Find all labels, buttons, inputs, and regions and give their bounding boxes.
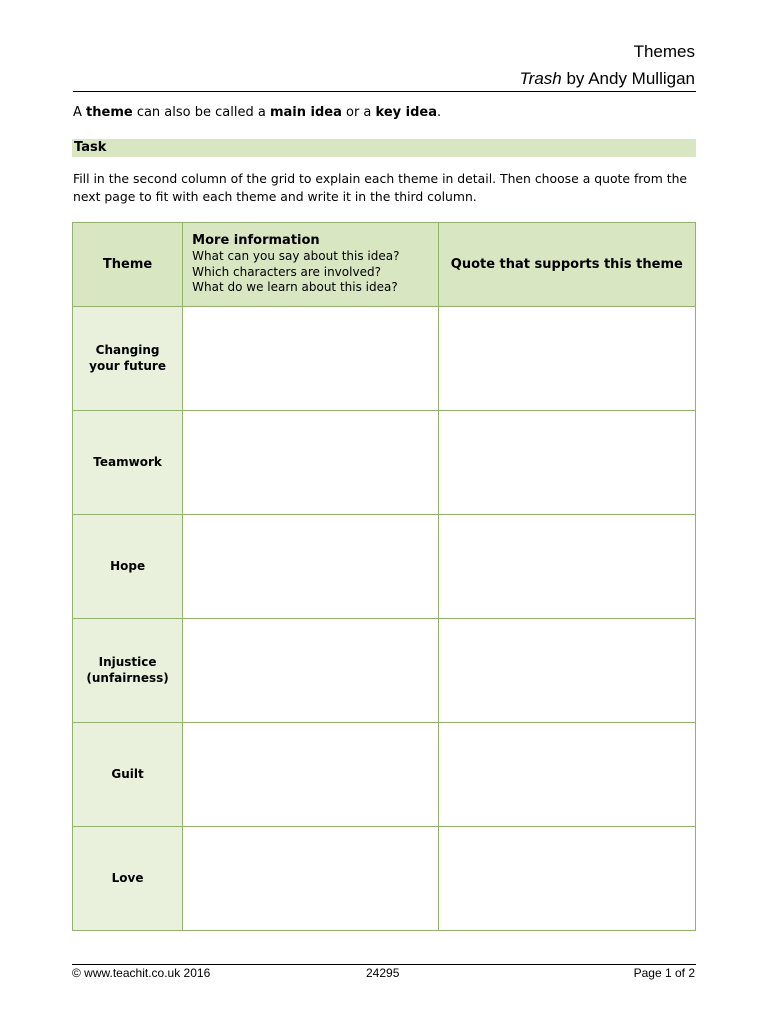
more-information-cell[interactable] xyxy=(183,723,438,827)
theme-cell xyxy=(73,307,183,411)
intro-keyword-main-idea: main idea xyxy=(269,105,342,120)
more-information-cell[interactable] xyxy=(183,411,438,515)
themes-grid xyxy=(72,222,696,931)
more-information-cell[interactable] xyxy=(183,619,438,723)
theme-label: Teamwork xyxy=(93,454,162,469)
quote-cell[interactable] xyxy=(438,411,695,515)
quote-cell[interactable] xyxy=(438,307,695,411)
document-title: Themes xyxy=(633,42,695,61)
table-row xyxy=(73,307,696,411)
theme-label: Guilt xyxy=(111,766,144,781)
intro-keyword-theme: theme xyxy=(86,105,133,120)
intro-text: or a xyxy=(341,105,376,120)
header-more-information xyxy=(183,223,438,307)
intro-text: . xyxy=(437,105,442,120)
table-row xyxy=(73,723,696,827)
book-author: by Andy Mulligan xyxy=(561,69,695,88)
book-attribution xyxy=(520,69,695,89)
theme-cell xyxy=(73,723,183,827)
theme-cell xyxy=(73,827,183,931)
theme-label: Hope xyxy=(110,558,146,573)
more-information-cell[interactable] xyxy=(183,827,438,931)
theme-label: Injustice (unfairness) xyxy=(86,655,169,685)
header-theme: Theme xyxy=(73,223,183,307)
quote-cell[interactable] xyxy=(438,619,695,723)
table-row xyxy=(73,827,696,931)
header-question: What do we learn about this idea? xyxy=(192,280,398,295)
footer-page-number: Page 1 of 2 xyxy=(633,966,695,980)
more-information-cell[interactable] xyxy=(183,515,438,619)
footer-resource-code: 24295 xyxy=(366,966,400,980)
header-quote: Quote that supports this theme xyxy=(438,223,695,307)
task-label: Task xyxy=(74,140,107,155)
intro-sentence xyxy=(73,104,441,122)
header-divider xyxy=(73,91,696,92)
more-information-cell[interactable] xyxy=(183,307,438,411)
quote-cell[interactable] xyxy=(438,515,695,619)
quote-cell[interactable] xyxy=(438,723,695,827)
theme-label: Changing your future xyxy=(89,343,166,373)
grid-header-row xyxy=(73,223,696,307)
theme-cell xyxy=(73,619,183,723)
theme-label: Love xyxy=(111,870,144,885)
table-row xyxy=(73,515,696,619)
table-row xyxy=(73,619,696,723)
task-instructions: Fill in the second column of the grid to explain each theme in detail. Then choose a quote from the next page to fit with each theme and write it in the third column. xyxy=(73,171,688,204)
theme-cell xyxy=(73,515,183,619)
intro-keyword-key-idea: key idea xyxy=(375,105,437,120)
intro-text: can also be called a xyxy=(132,105,270,120)
header-question: What can you say about this idea? xyxy=(192,249,400,264)
header-more-information-title: More information xyxy=(192,233,320,249)
task-banner xyxy=(72,139,696,157)
footer-divider xyxy=(72,964,696,965)
book-title: Trash xyxy=(519,69,562,88)
quote-cell[interactable] xyxy=(438,827,695,931)
intro-text: A xyxy=(73,105,87,120)
theme-cell xyxy=(73,411,183,515)
footer-copyright: © www.teachit.co.uk 2016 xyxy=(72,966,211,980)
table-row xyxy=(73,411,696,515)
header-question: Which characters are involved? xyxy=(192,264,381,279)
